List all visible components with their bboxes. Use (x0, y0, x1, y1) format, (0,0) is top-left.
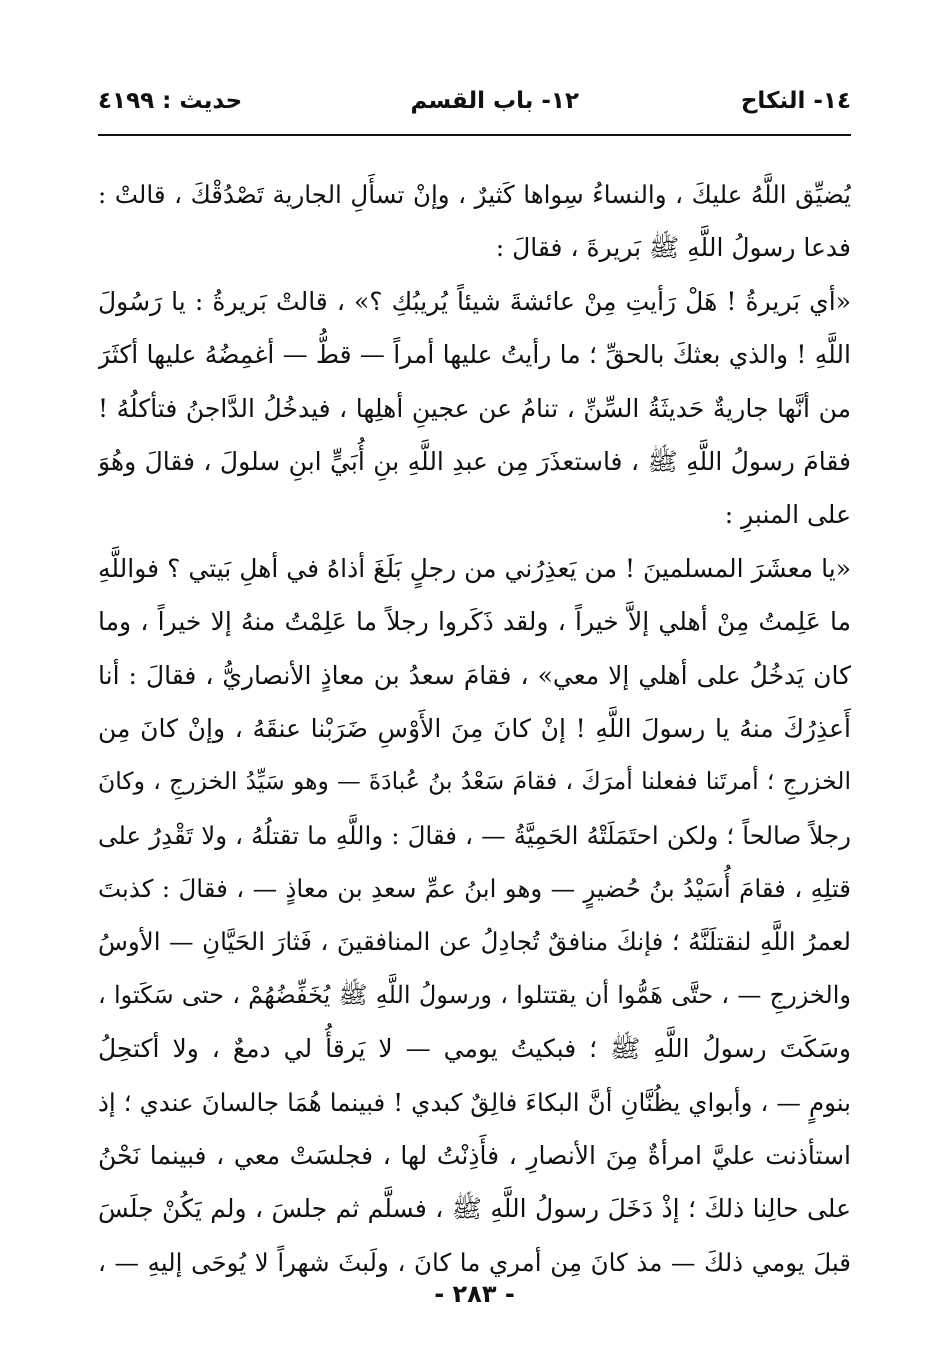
text-line: كان يَدخُلُ على أهلي إلا معي» ، فقامَ سعدُ بن معاذٍ الأنصاريُّ ، فقالَ : أنا (98, 660, 851, 690)
page-number: - ٢٨٣ - (434, 1280, 515, 1308)
text-line: من أنَّها جاريةٌ حَديثَةُ السِّنِّ ، تنامُ عن عجينِ أهلِها ، فيدخُلُ الدَّاجنُ فتأكلُهُ ! (98, 393, 851, 423)
text-line: «أي بَريرةُ ! هَلْ رَأيتِ مِنْ عائشةَ شيئاً يُريبُكِ ؟» ، قالتْ بَريرةُ : يا رَسُولَ (98, 286, 851, 316)
header-divider (98, 134, 851, 136)
text-line: «يا معشَرَ المسلمينَ ! من يَعذِرُني من رجلٍ بَلَغَ أذاهُ في أهلِ بَيتي ؟ فواللَّهِ (98, 553, 851, 583)
text-line: فقامَ رسولُ اللَّهِ ﷺ ، فاستعذَرَ مِن عبدِ اللَّهِ بنِ أُبَيٍّ ابنِ سلولَ ، فقالَ وهُوَ (98, 446, 851, 476)
text-line: ما عَلِمتُ مِنْ أهلي إلاَّ خيراً ، ولقد ذَكَروا رجلاً ما عَلِمْتُ منهُ إلا خيراً ، وما (98, 607, 851, 637)
text-line: على المنبرِ : (724, 500, 851, 530)
section-title: ١٢- باب القسم (410, 88, 579, 114)
text-line: اللَّهِ ! والذي بعثكَ بالحقِّ ؛ ما رأيتُ عليها أمراً — قطُّ — أغمِضُهُ عليها أكثَرَ (98, 340, 851, 370)
text-line: الخزرجِ ؛ أمرتَنا ففعلنا أمرَكَ ، فقامَ سَعْدُ بنُ عُبادَةَ — وهو سَيِّدُ الخزرجِ ، وكانَ (98, 767, 851, 796)
hadith-reference: حديث : ٤١٩٩ (98, 88, 243, 114)
chapter-title: ١٤- النكاح (740, 88, 851, 114)
text-line: أَعذِرُكَ منهُ يا رسولَ اللَّهِ ! إنْ كانَ مِنَ الأَوْسِ ضَرَبْنا عنقَهُ ، وإنْ كانَ مِن (98, 713, 851, 743)
text-line: قتلِهِ ، فقامَ أُسَيْدُ بنُ حُضيرٍ — وهو ابنُ عمِّ سعدِ بن معاذٍ — ، فقالَ : كذبتَ (98, 874, 851, 904)
text-line: رجلاً صالحاً ؛ ولكن احتَمَلَتْهُ الحَمِيَّةُ — ، فقالَ : واللَّهِ ما تقتلُهُ ، ولا تَقْدِرُ على (98, 820, 851, 850)
text-line: على حالِنا ذلكَ ؛ إذْ دَخَلَ رسولُ اللَّهِ ﷺ ، فسلَّم ثم جلسَ ، ولم يَكُنْ جلَسَ (98, 1194, 851, 1224)
text-line: قبلَ يومي ذلكَ — مذ كانَ مِن أمري ما كانَ ، ولَبثَ شهراً لا يُوحَى إليهِ — ، (98, 1247, 851, 1277)
running-header (98, 88, 851, 128)
text-line: لعمرُ اللَّهِ لنقتلَنَّهُ ؛ فإنكَ منافقٌ تُجادِلُ عن المنافقينَ ، فَثارَ الحَيَّانِ — الأوسُ (98, 927, 851, 957)
hadith-text (98, 168, 851, 1289)
text-line: بنومٍ — ، وأبواي يظُنَّانِ أنَّ البكاءَ فالِقٌ كبدي ! فبينما هُمَا جالسانَ عندي ؛ إذ (98, 1087, 851, 1117)
text-line: استأذنت عليَّ امرأةٌ مِنَ الأنصارِ ، فأَذِنْتُ لها ، فجلسَتْ معي ، فبينما نَحْنُ (98, 1141, 851, 1171)
text-line: فدعا رسولُ اللَّهِ ﷺ بَريرةَ ، فقالَ : (495, 233, 851, 263)
text-line: وسَكَتَ رسولُ اللَّهِ ﷺ ؛ فبكيتُ يومي — لا يَرقأُ لي دمعٌ ، ولا أكتحِلُ (98, 1034, 851, 1064)
text-line: والخزرجِ — ، حتَّى هَمُّوا أن يقتتلوا ، ورسولُ اللَّهِ ﷺ يُخَفِّضُهُمْ ، حتى سَكَتوا ، (98, 980, 851, 1009)
text-line: يُضيِّق اللَّهُ عليكَ ، والنساءُ سِواها كَثيرٌ ، وإنْ تسأَلِ الجارية تَصْدُقْكَ ، قالتْ : (98, 180, 851, 209)
